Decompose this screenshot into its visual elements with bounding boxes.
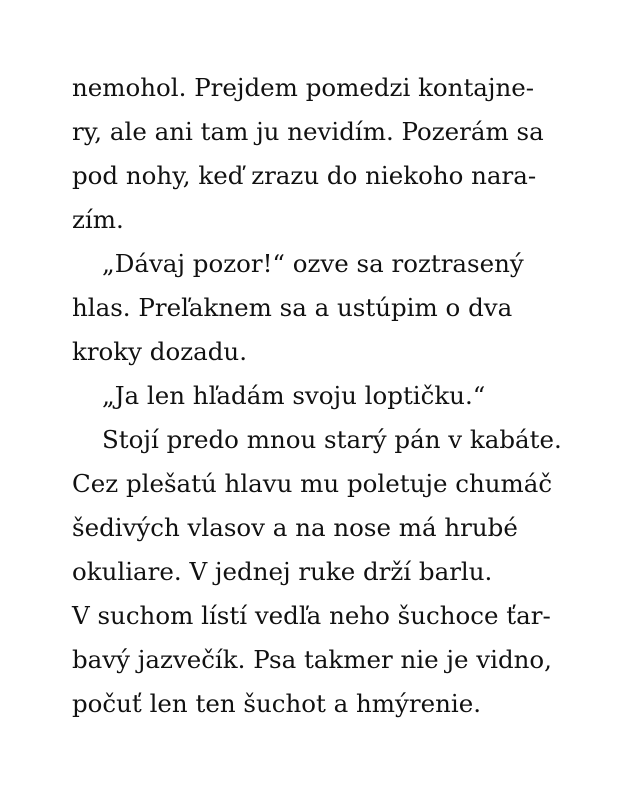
text-line: V suchom lístí vedľa neho šuchoce ťar-: [72, 601, 551, 630]
text-line: kroky dozadu.: [72, 337, 247, 366]
text-line: „Dávaj pozor!“ ozve sa roztrasený: [102, 249, 524, 278]
text-line: hlas. Preľaknem sa a ustúpim o dva: [72, 293, 513, 322]
text-line: Stojí predo mnou starý pán v kabáte.: [102, 425, 562, 454]
text-line: nemohol. Prejdem pomedzi kontajne-: [72, 73, 535, 102]
body-text: [72, 66, 592, 726]
text-line: pod nohy, keď zrazu do niekoho nara-: [72, 161, 537, 190]
document-page: [72, 66, 592, 726]
text-line: Cez plešatú hlavu mu poletuje chumáč: [72, 469, 553, 498]
text-line: „Ja len hľadám svoju loptičku.“: [102, 381, 486, 410]
text-line: zím.: [72, 205, 124, 234]
text-line: ry, ale ani tam ju nevidím. Pozerám sa: [72, 117, 544, 146]
text-line: počuť len ten šuchot a hmýrenie.: [72, 689, 481, 718]
text-line: šedivých vlasov a na nose má hrubé: [72, 513, 518, 542]
text-line: okuliare. V jednej ruke drží barlu.: [72, 557, 493, 586]
text-line: bavý jazvečík. Psa takmer nie je vidno,: [72, 645, 552, 674]
